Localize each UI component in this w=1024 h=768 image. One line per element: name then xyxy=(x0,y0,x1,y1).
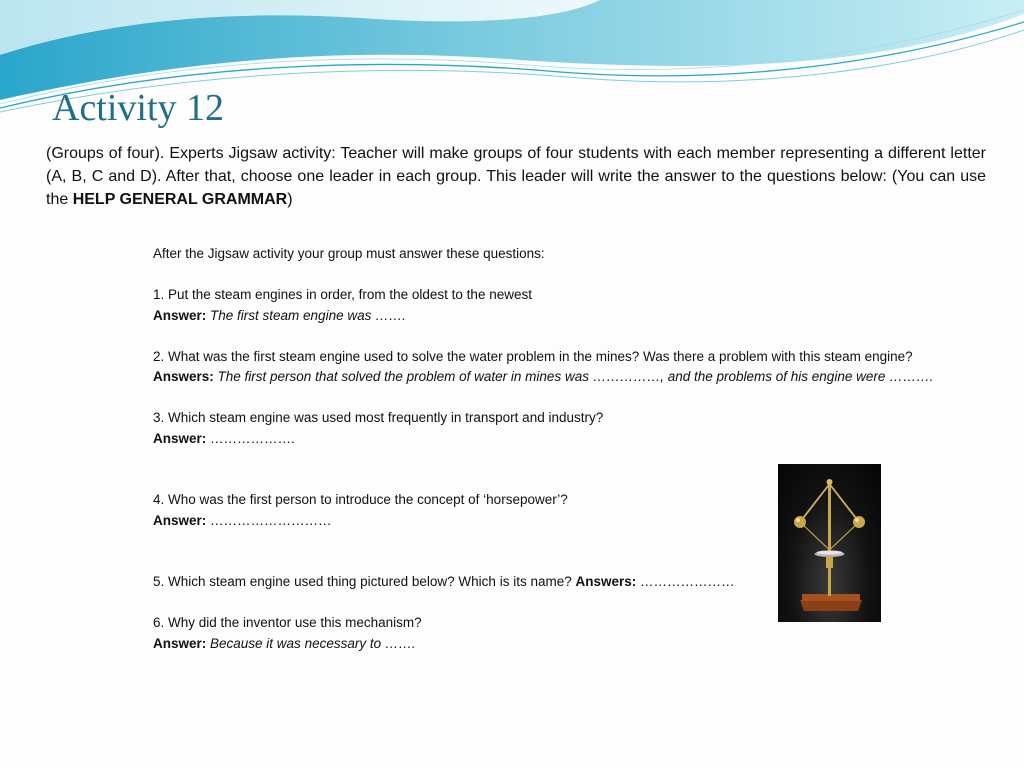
intro-text: (Groups of four). Experts Jigsaw activity: Teacher will make groups of four students with each member representing a different letter (A, B, C and D). After that, choose one leader in each group. This leader will write the answer to the questions below: (You can use the xyxy=(46,145,986,208)
answer-4-label: Answer: xyxy=(153,512,207,528)
question-5-text: 5. Which steam engine used thing pictured below? Which is its name? xyxy=(153,574,576,589)
answer-5-label: Answers: xyxy=(575,574,637,589)
question-4: 4. Who was the first person to introduce the concept of ‘horsepower’? xyxy=(153,492,568,507)
question-3: 3. Which steam engine was used most frequently in transport and industry? xyxy=(153,410,604,425)
answer-6 xyxy=(153,634,973,655)
answer-3-text: ………………. xyxy=(206,430,295,446)
question-6: 6. Why did the inventor use this mechanism? xyxy=(153,615,422,630)
answer-2-text: The first person that solved the problem of water in mines was ……………, and the problems of his engine were ………. xyxy=(213,369,934,384)
intro-closing: ) xyxy=(287,191,293,208)
answer-5-text: ………………… xyxy=(636,574,735,589)
answer-2 xyxy=(153,367,973,388)
answer-6-text: Because it was necessary to ……. xyxy=(206,635,416,651)
answer-4-text: ……………………… xyxy=(206,512,332,528)
slide-title: Activity 12 xyxy=(52,87,225,129)
answer-3 xyxy=(153,429,973,450)
governor-photo xyxy=(778,464,881,622)
question-1-text: Put the steam engines in order, from the oldest to the newest xyxy=(164,287,532,302)
questions-lead: After the Jigsaw activity your group must answer these questions: xyxy=(153,246,545,261)
answer-6-label: Answer: xyxy=(153,635,207,651)
answer-3-label: Answer: xyxy=(153,430,207,446)
question-1 xyxy=(153,285,973,306)
answer-1-label: Answer: xyxy=(153,307,207,323)
answer-1-text: The first steam engine was ……. xyxy=(206,307,406,323)
question-2: 2. What was the first steam engine used to solve the water problem in the mines? Was there a problem with this steam engine? xyxy=(153,348,913,364)
intro-bold-text: HELP GENERAL GRAMMAR xyxy=(72,191,288,208)
answer-1 xyxy=(153,306,973,327)
centrifugal-governor-icon xyxy=(778,464,881,622)
intro-paragraph xyxy=(46,142,986,211)
question-1-number: 1. xyxy=(153,287,165,302)
answer-2-label: Answers: xyxy=(153,369,214,384)
